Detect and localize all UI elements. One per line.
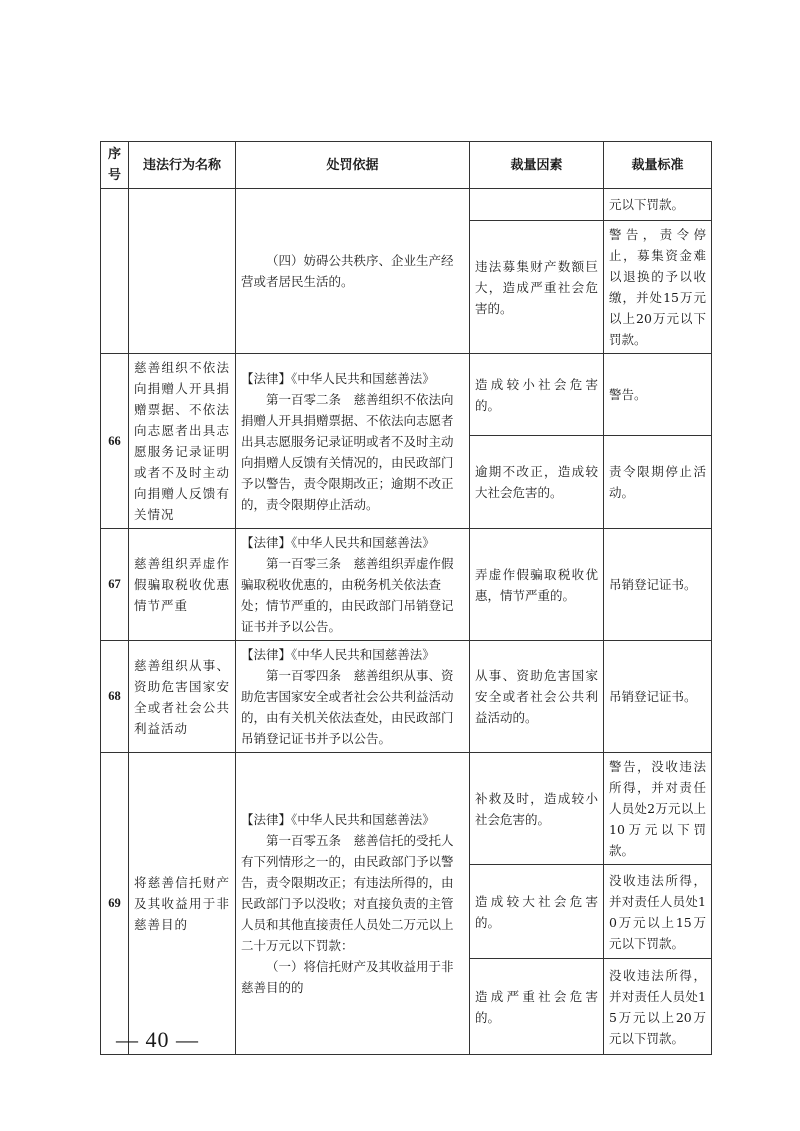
basis-text: 第一百零五条 慈善信托的受托人有下列情形之一的，由民政部门予以警告，责令限期改正；有违法所得的，由民政部门予以没收；对直接负责的主管人员和其他直接责任人员处二万元以上二十万元以下罚款： [241,833,454,953]
table-row [101,753,712,865]
penalty-basis [236,641,470,753]
table-row [101,354,712,436]
basis-title: 【法律】《中华人民共和国慈善法》 [241,535,435,550]
header-name: 违法行为名称 [129,142,236,189]
factor-cell: 从事、资助危害国家安全或者社会公共利益活动的。 [470,641,604,753]
violation-name [129,189,236,354]
row-number: 67 [101,529,129,641]
row-number [101,189,129,354]
row-number: 66 [101,354,129,529]
row-number: 68 [101,641,129,753]
row-number: 69 [101,753,129,1055]
standard-cell: 没收违法所得，并对责任人员处10万元以上15万元以下罚款。 [604,865,712,959]
standard-cell: 警告，没收违法所得，并对责任人员处2万元以上10万元以下罚款。 [604,753,712,865]
table-row [101,529,712,641]
penalty-basis [236,529,470,641]
basis-text: （四）妨碍公共秩序、企业生产经营或者居民生活的。 [241,253,454,289]
standard-cell: 吊销登记证书。 [604,529,712,641]
basis-title: 【法律】《中华人民共和国慈善法》 [241,370,435,386]
factor-cell: 造成较小社会危害的。 [470,354,604,436]
standard-cell: 警告。 [604,354,712,436]
table-row [101,189,712,221]
penalty-table [100,141,712,1055]
table-row [101,641,712,753]
standard-cell: 责令限期停止活动。 [604,436,712,529]
header-standard: 裁量标准 [604,142,712,189]
violation-name: 慈善组织从事、资助危害国家安全或者社会公共利益活动 [129,641,236,753]
header-seq: 序号 [101,142,129,189]
factor-cell: 逾期不改正，造成较大社会危害的。 [470,436,604,529]
factor-cell [470,189,604,221]
factor-cell: 造成严重社会危害的。 [470,959,604,1055]
violation-name: 将慈善信托财产及其收益用于非慈善目的 [129,753,236,1055]
penalty-basis [236,354,470,529]
factor-cell: 补救及时，造成较小社会危害的。 [470,753,604,865]
basis-text: 第一百零二条 慈善组织不依法向捐赠人开具捐赠票据、不依法向志愿者出具志愿服务记录证明或者不及时主动向捐赠人反馈有关情况的，由民政部门予以警告，责令限期改正；逾期不改正的，责令限期停止活动。 [241,391,454,512]
standard-cell: 元以下罚款。 [604,189,712,221]
penalty-basis [236,189,470,354]
factor-cell: 造成较大社会危害的。 [470,865,604,959]
basis-title: 【法律】《中华人民共和国慈善法》 [241,812,435,827]
header-basis: 处罚依据 [236,142,470,189]
page-number: — 40 — [116,1027,199,1052]
violation-name: 慈善组织弄虚作假骗取税收优惠情节严重 [129,529,236,641]
factor-cell: 违法募集财产数额巨大，造成严重社会危害的。 [470,221,604,354]
standard-cell: 没收违法所得，并对责任人员处15万元以上20万元以下罚款。 [604,959,712,1055]
penalty-basis [236,753,470,1055]
basis-text: 第一百零三条 慈善组织弄虚作假骗取税收优惠的，由税务机关依法查处；情节严重的，由民政部门吊销登记证书并予以公告。 [241,556,454,634]
basis-title: 【法律】《中华人民共和国慈善法》 [241,647,435,662]
factor-cell: 弄虚作假骗取税收优惠，情节严重的。 [470,529,604,641]
header-factor: 裁量因素 [470,142,604,189]
basis-item: （一）将信托财产及其收益用于非慈善目的的 [241,959,454,995]
basis-text: 第一百零四条 慈善组织从事、资助危害国家安全或者社会公共利益活动的，由有关机关依法查处，由民政部门吊销登记证书并予以公告。 [241,668,454,746]
standard-cell: 吊销登记证书。 [604,641,712,753]
standard-cell: 警告，责令停止，募集资金难以退换的予以收缴，并处15万元以上20万元以下罚款。 [604,221,712,354]
table-header-row [101,142,712,189]
violation-name: 慈善组织不依法向捐赠人开具捐赠票据、不依法向志愿者出具志愿服务记录证明或者不及时主动向捐赠人反馈有关情况 [129,354,236,529]
